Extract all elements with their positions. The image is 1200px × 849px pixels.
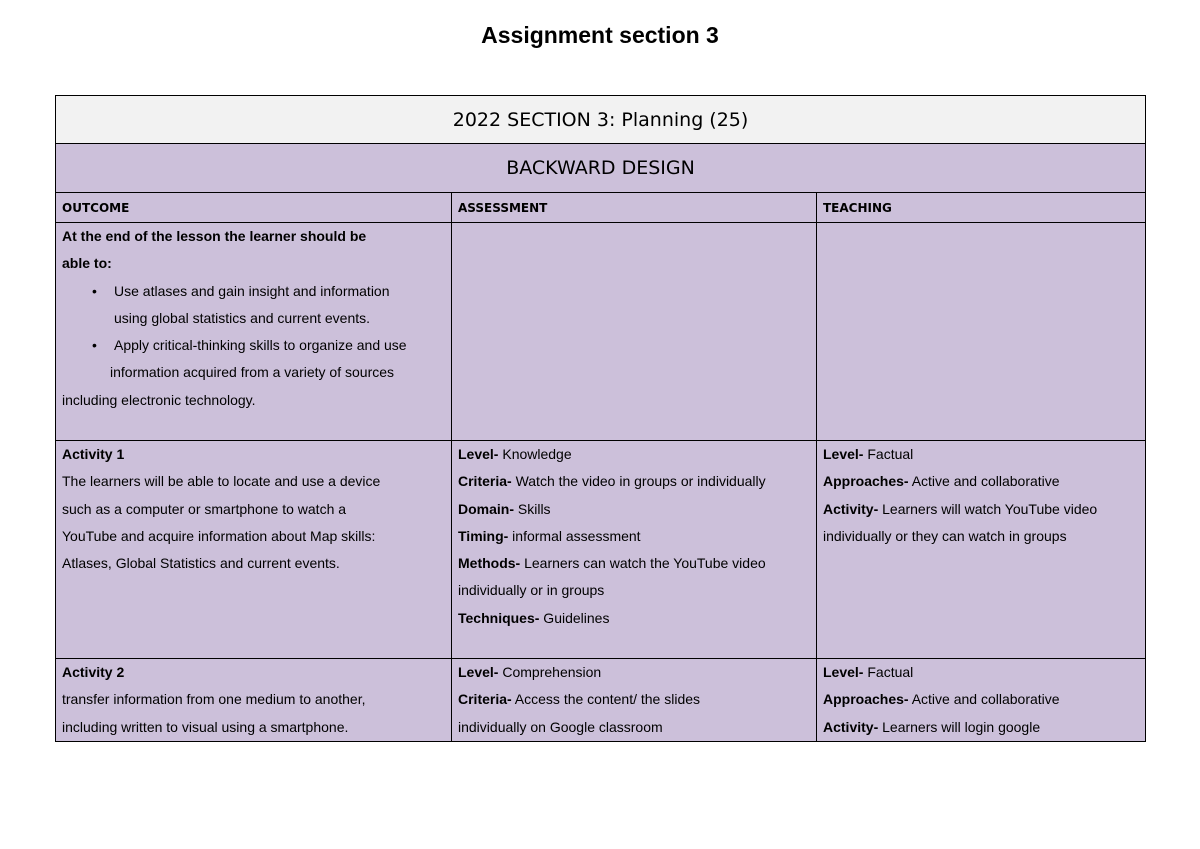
criteria-value: Access the content/ the slides bbox=[511, 691, 701, 708]
criteria-label: Criteria- bbox=[458, 473, 512, 490]
techniques-label: Techniques- bbox=[458, 609, 540, 626]
activity1-teaching-activity-cont: individually or they can watch in groups bbox=[823, 527, 1067, 544]
bullet1-line1: • Use atlases and gain insight and information bbox=[114, 282, 390, 299]
activity1-desc-line: Atlases, Global Statistics and current events. bbox=[62, 555, 340, 572]
activity1-timing bbox=[458, 523, 810, 550]
activity1-methods-cont: individually or in groups bbox=[458, 582, 605, 599]
activity2-teaching-activity bbox=[823, 714, 1139, 741]
approaches-label: Approaches- bbox=[823, 691, 909, 708]
outcome-row bbox=[56, 223, 1146, 441]
level-value: Knowledge bbox=[498, 446, 572, 462]
activity1-domain bbox=[458, 496, 810, 523]
activity1-criteria bbox=[458, 468, 810, 495]
outcome-assessment-empty-cell bbox=[452, 223, 817, 441]
techniques-value: Guidelines bbox=[539, 609, 610, 626]
methods-value: Learners can watch the YouTube video bbox=[520, 555, 766, 572]
column-header-teaching: TEACHING bbox=[817, 193, 1146, 223]
activity1-desc-line: such as a computer or smartphone to watch a bbox=[62, 500, 347, 517]
activity1-teaching-level bbox=[823, 441, 1139, 468]
outcome-bullet-item bbox=[114, 332, 445, 359]
activity2-desc-line: including written to visual using a smartphone. bbox=[62, 718, 349, 735]
approaches-value: Active and collaborative bbox=[908, 473, 1060, 490]
outcome-teaching-empty-cell bbox=[817, 223, 1146, 441]
activity1-teaching-approaches bbox=[823, 468, 1139, 495]
level-value: Comprehension bbox=[498, 664, 602, 680]
approaches-value: Active and collaborative bbox=[908, 691, 1060, 708]
activity2-desc-line: transfer information from one medium to another, bbox=[62, 691, 366, 708]
approaches-label: Approaches- bbox=[823, 473, 909, 490]
outcome-intro-line2: able to: bbox=[62, 255, 112, 272]
document-title: Assignment section 3 bbox=[481, 22, 719, 48]
domain-label: Domain- bbox=[458, 500, 514, 517]
level-label: Level- bbox=[458, 446, 499, 462]
activity-label: Activity- bbox=[823, 718, 879, 735]
activity1-methods bbox=[458, 550, 810, 577]
activity2-title: Activity 2 bbox=[62, 664, 125, 680]
section-heading: 2022 SECTION 3: Planning (25) bbox=[56, 96, 1146, 144]
bullet2-line1: • Apply critical-thinking skills to organize and use bbox=[114, 337, 407, 354]
level-label: Level- bbox=[823, 446, 864, 462]
outcome-bullet-item bbox=[114, 278, 445, 333]
timing-label: Timing- bbox=[458, 527, 509, 544]
timing-value: informal assessment bbox=[508, 527, 641, 544]
level-value: Factual bbox=[863, 664, 914, 680]
design-heading: BACKWARD DESIGN bbox=[56, 144, 1146, 193]
bullet1-line2: using global statistics and current events. bbox=[114, 309, 371, 326]
level-label: Level- bbox=[823, 664, 864, 680]
activity2-criteria bbox=[458, 686, 810, 713]
section-heading-row bbox=[56, 96, 1146, 144]
activity1-row bbox=[56, 441, 1146, 659]
domain-value: Skills bbox=[514, 500, 551, 517]
column-header-assessment: ASSESSMENT bbox=[452, 193, 817, 223]
activity1-techniques bbox=[458, 605, 810, 632]
design-heading-row bbox=[56, 144, 1146, 193]
planning-table bbox=[55, 95, 1146, 742]
activity-label: Activity- bbox=[823, 500, 879, 517]
activity2-outcome-cell bbox=[56, 659, 452, 742]
level-label: Level- bbox=[458, 664, 499, 680]
activity2-criteria-cont: individually on Google classroom bbox=[458, 718, 663, 735]
activity1-desc-line: YouTube and acquire information about Map skills: bbox=[62, 527, 376, 544]
activity1-level bbox=[458, 441, 810, 468]
activity1-teaching-cell bbox=[817, 441, 1146, 659]
bullet2-line2: information acquired from a variety of sources bbox=[110, 364, 395, 381]
activity2-teaching-approaches bbox=[823, 686, 1139, 713]
activity2-row bbox=[56, 659, 1146, 742]
activity2-assessment-cell bbox=[452, 659, 817, 742]
column-header-row bbox=[56, 193, 1146, 223]
outcome-bullet-list bbox=[62, 278, 445, 360]
activity1-desc-line: The learners will be able to locate and use a device bbox=[62, 473, 381, 490]
activity2-teaching-cell bbox=[817, 659, 1146, 742]
bullet2-line3: including electronic technology. bbox=[62, 391, 256, 408]
outcome-intro-line1: At the end of the lesson the learner should be bbox=[62, 228, 367, 244]
activity2-level bbox=[458, 659, 810, 686]
methods-label: Methods- bbox=[458, 555, 521, 572]
activity2-teaching-level bbox=[823, 659, 1139, 686]
activity1-outcome-cell bbox=[56, 441, 452, 659]
column-header-outcome: OUTCOME bbox=[56, 193, 452, 223]
criteria-label: Criteria- bbox=[458, 691, 512, 708]
activity-value: Learners will login google bbox=[878, 718, 1041, 735]
activity1-assessment-cell bbox=[452, 441, 817, 659]
criteria-value: Watch the video in groups or individually bbox=[511, 473, 766, 490]
activity-value: Learners will watch YouTube video bbox=[878, 500, 1098, 517]
level-value: Factual bbox=[863, 446, 914, 462]
outcome-cell bbox=[56, 223, 452, 441]
activity1-teaching-activity bbox=[823, 496, 1139, 523]
activity1-title: Activity 1 bbox=[62, 446, 125, 462]
